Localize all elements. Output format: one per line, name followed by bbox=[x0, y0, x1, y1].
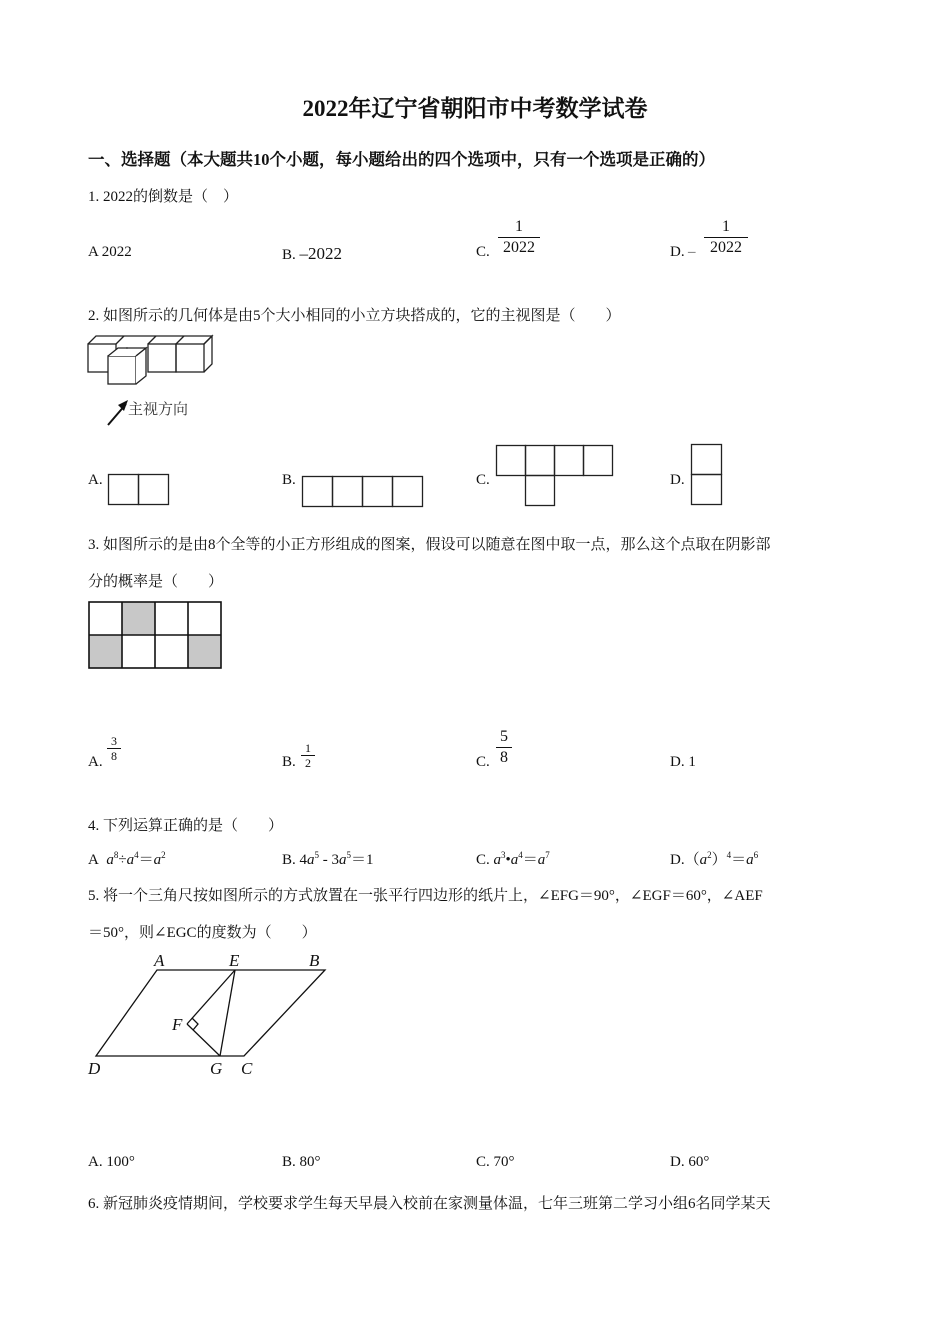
q5-stem-line2: ＝50°，则∠EGC的度数为（ ） bbox=[88, 925, 317, 941]
q2-option-d-label: D. bbox=[670, 472, 685, 488]
section-heading: 一、选择题（本大题共10个小题，每小题给出的四个选项中，只有一个选项是正确的） bbox=[88, 150, 715, 169]
q3-stem-line2: 分的概率是（ ） bbox=[88, 574, 224, 590]
q3-option-a-fraction: 3 8 bbox=[107, 734, 121, 763]
q2-solid-figure bbox=[86, 332, 226, 427]
q5-parallelogram-figure bbox=[84, 948, 344, 1083]
q1-option-d-fraction: 1 2022 bbox=[704, 217, 748, 258]
q2-stem: 2. 如图所示的几何体是由5个大小相同的小立方块搭成的，它的主视图是（ ） bbox=[88, 308, 621, 324]
q6-stem: 6. 新冠肺炎疫情期间，学校要求学生每天早晨入校前在家测量体温，七年三班第二学习小组6名同学某天 bbox=[88, 1196, 771, 1212]
q2-option-a-figure bbox=[108, 474, 170, 506]
q2-option-d-figure bbox=[691, 444, 723, 506]
q3-option-b-label: B. bbox=[282, 754, 296, 770]
q1-option-c-label: C. bbox=[476, 244, 490, 260]
q5-label-b: B bbox=[309, 951, 320, 970]
q4-option-c: C. $a^3•a^4=a^7$ bbox=[476, 850, 550, 868]
q2-option-b-label: B. bbox=[282, 472, 296, 488]
q5-label-f: F bbox=[172, 1015, 183, 1034]
q2-option-c-figure bbox=[496, 445, 616, 507]
q3-option-d: D. 1 bbox=[670, 754, 696, 770]
q5-label-a: A bbox=[154, 951, 165, 970]
q3-option-c-label: C. bbox=[476, 754, 490, 770]
q5-stem-line1: 5. 将一个三角尺按如图所示的方式放置在一张平行四边形的纸片上，∠EFG＝90°，∠EGF＝60°，∠AEF bbox=[88, 888, 763, 904]
q5-option-b: B. 80° bbox=[282, 1154, 321, 1170]
q1-option-d-sign: – bbox=[688, 244, 696, 260]
q2-view-direction-label: 主视方向 bbox=[128, 400, 189, 418]
page-title: 2022年辽宁省朝阳市中考数学试卷 bbox=[302, 96, 648, 121]
q3-stem-line1: 3. 如图所示的是由8个全等的小正方形组成的图案，假设可以随意在图中取一点，那么这个点取在阴影部 bbox=[88, 537, 771, 553]
q3-grid-figure bbox=[88, 601, 224, 671]
q1-option-a: A 2022 bbox=[88, 244, 132, 260]
q5-label-d: D bbox=[88, 1059, 101, 1078]
q4-option-a: A $a^8\div a^4=a^2$ bbox=[88, 850, 166, 868]
q4-option-d: $D.(a^2)^4=a^6$ bbox=[670, 850, 759, 868]
q5-label-g: G bbox=[210, 1059, 223, 1078]
q2-option-a-label: A. bbox=[88, 472, 103, 488]
q2-option-b-figure bbox=[302, 476, 424, 508]
q5-option-a: A. 100° bbox=[88, 1154, 135, 1170]
q1-option-c-fraction: 1 2022 bbox=[498, 217, 540, 258]
q1-option-d-label: D. bbox=[670, 244, 685, 260]
q2-option-c-label: C. bbox=[476, 472, 490, 488]
q3-option-a-label: A. bbox=[88, 754, 103, 770]
q5-option-c: C. 70° bbox=[476, 1154, 515, 1170]
q4-stem: 4. 下列运算正确的是（ ） bbox=[88, 818, 284, 834]
q5-option-d: D. 60° bbox=[670, 1154, 710, 1170]
q3-option-c-fraction: 5 8 bbox=[496, 727, 512, 768]
q5-label-c: C bbox=[241, 1059, 253, 1078]
q1-option-b: B. –2022 bbox=[282, 244, 343, 263]
q4-option-b: B. $4a^5 - 3a^5=1$ bbox=[282, 850, 374, 868]
q1-stem: 1. 2022的倒数是（ ） bbox=[88, 189, 239, 205]
q3-option-b-fraction: 1 2 bbox=[301, 741, 315, 770]
q5-label-e: E bbox=[229, 951, 240, 970]
